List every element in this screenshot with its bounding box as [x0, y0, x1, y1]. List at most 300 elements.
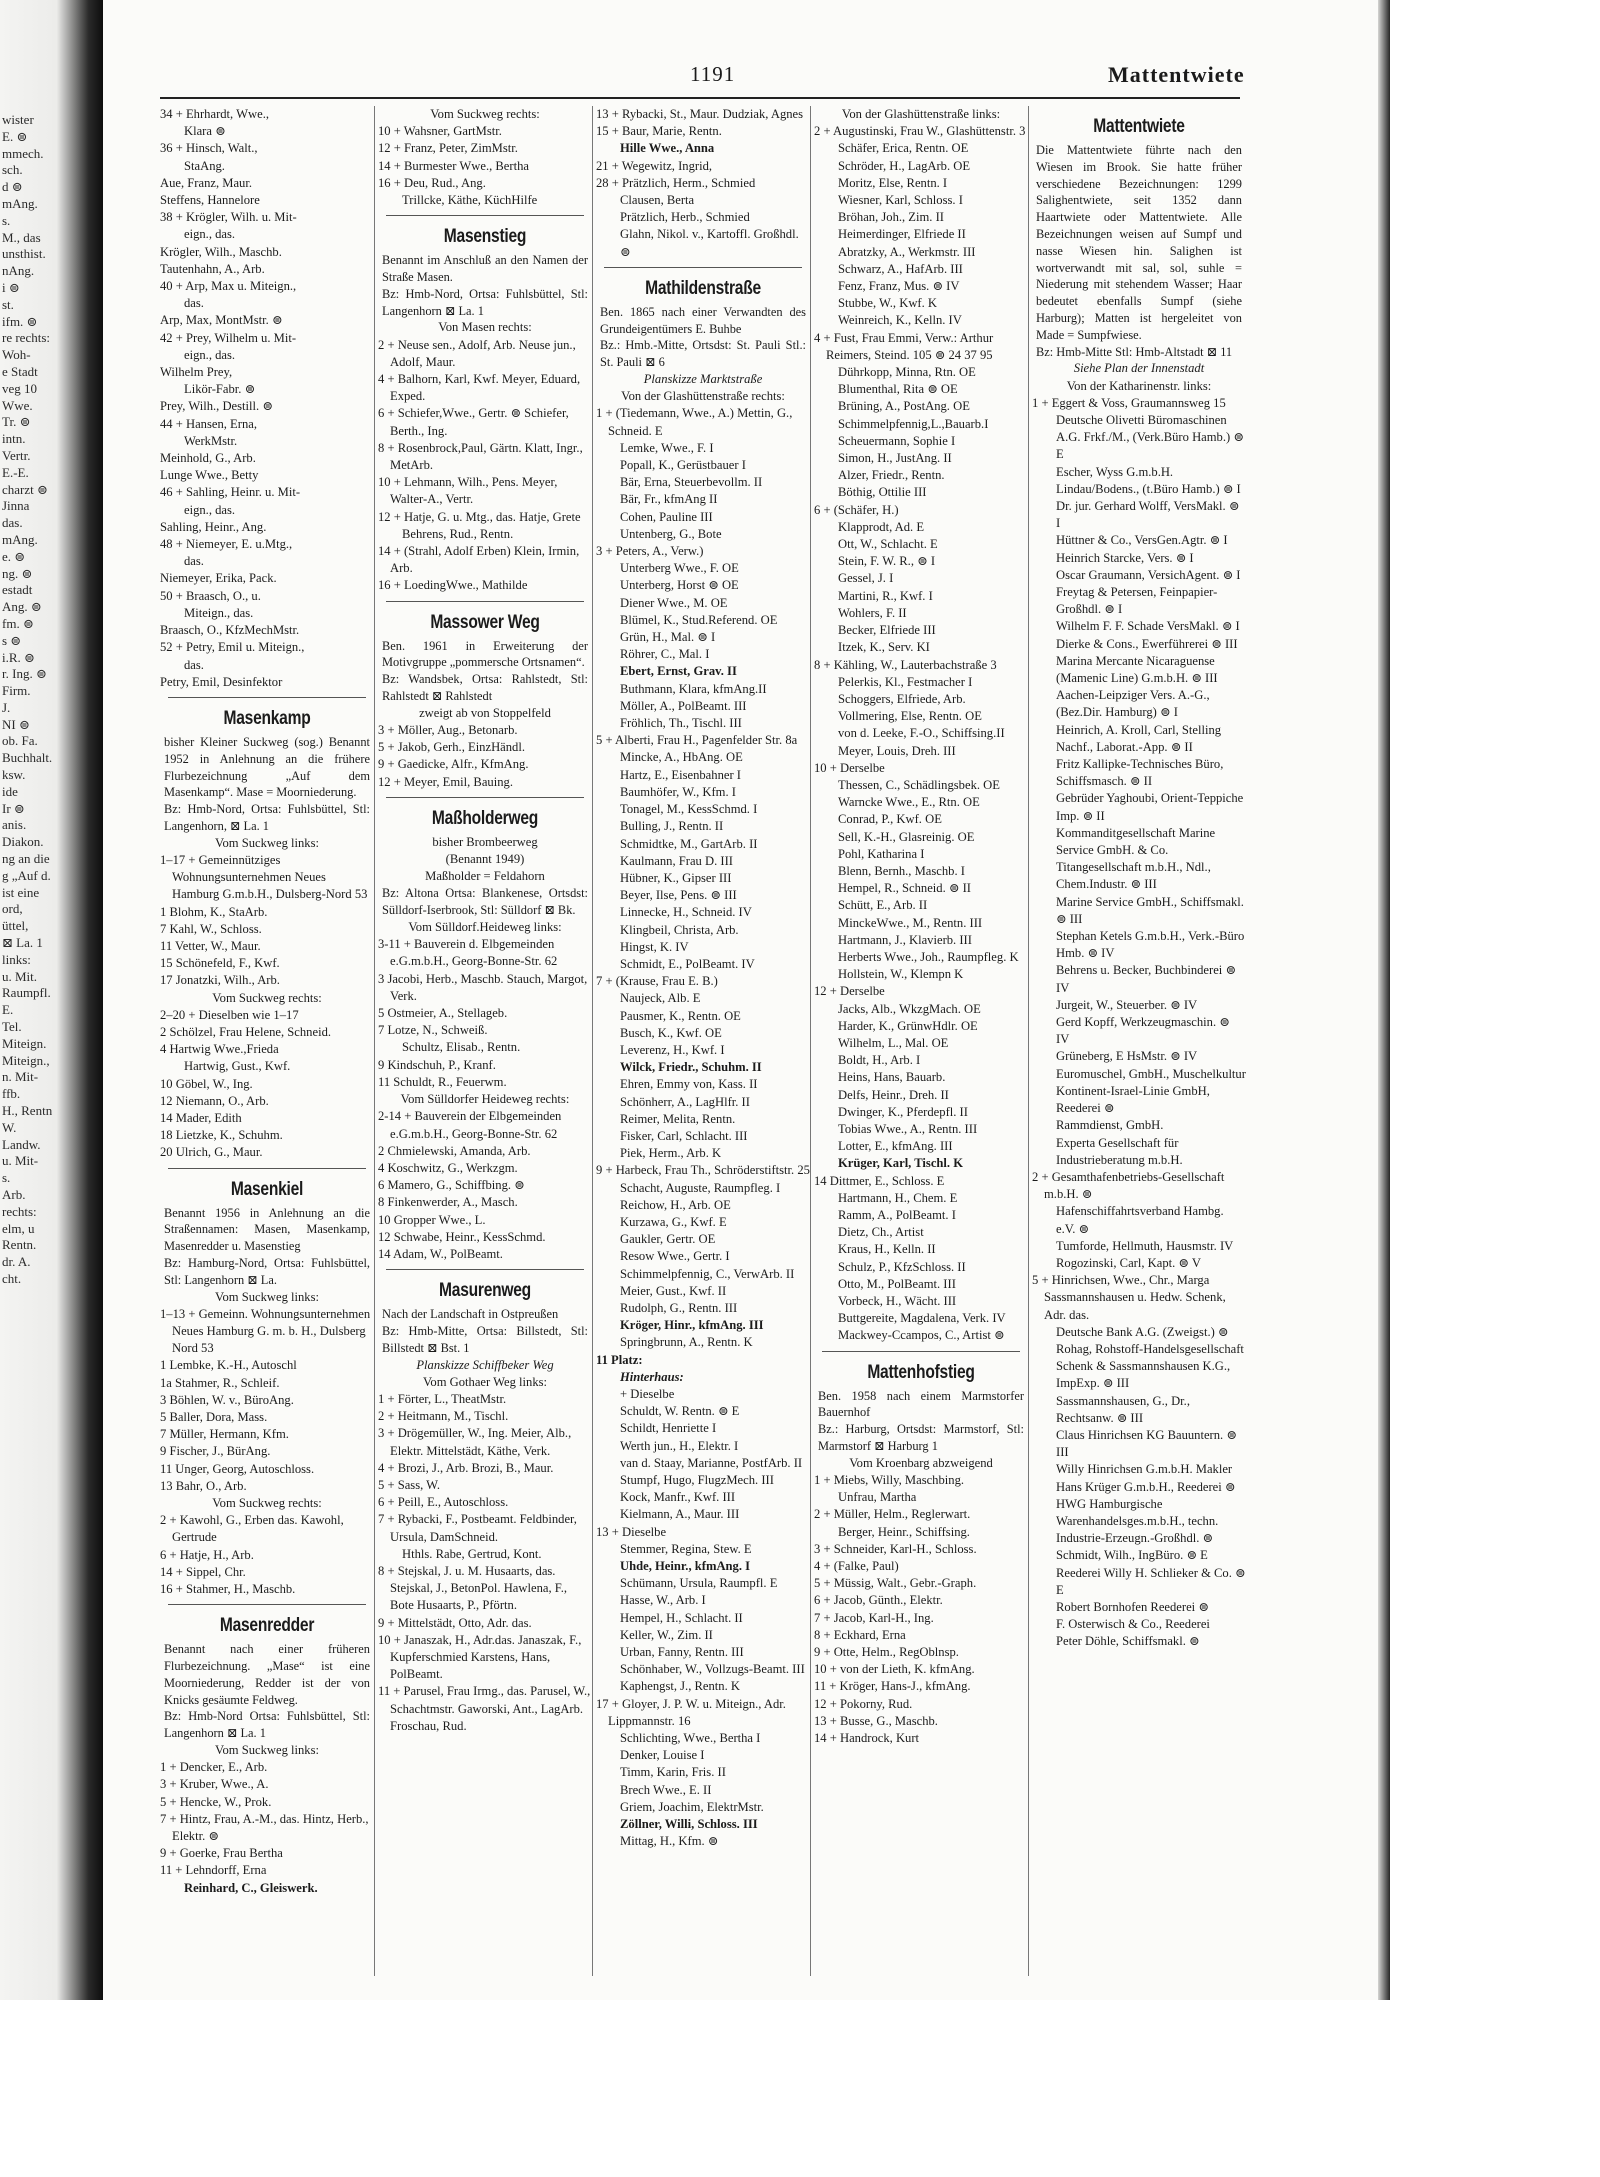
gutter-line: Tr. ⊜	[2, 414, 31, 430]
gutter-line: H., Rentn	[2, 1103, 53, 1119]
resident-entry: das.	[184, 554, 204, 569]
address-entry: 1 + Eggert & Voss, Graumannsweg 15	[1032, 395, 1226, 410]
resident-entry: Resow Wwe., Gertr. I	[620, 1249, 730, 1264]
address-entry: 16 + Stahmer, H., Maschb.	[160, 1581, 296, 1596]
address-entry: 4 Hartwig Wwe.,Frieda	[160, 1042, 279, 1057]
resident-entry: Fritz Kallipke-Technisches Büro, Schiffsmasch. ⊜ II	[1056, 757, 1224, 789]
address-entry: 16 + Deu, Rud., Ang.	[378, 175, 486, 190]
resident-entry: Deutsche Olivetti Büromaschinen A.G. Frkf./M., (Verk.Büro Hamb.) ⊜ E	[1056, 412, 1244, 462]
street-description: Bz: Wandsbek, Ortsa: Rahlstedt, Stl: Rahlstedt ⊠ Rahlstedt	[382, 672, 588, 704]
resident-entry: Kröger, Hinr., kfmAng. III	[620, 1318, 764, 1333]
gutter-line: i.R. ⊜	[2, 649, 35, 665]
address-entry: 6 + Jacob, Günth., Elektr.	[814, 1593, 943, 1608]
gutter-line: ⊠ La. 1	[2, 935, 43, 951]
section-divider	[386, 1269, 584, 1270]
gutter-line: E.-E.	[2, 464, 29, 480]
resident-entry: Gessel, J. I	[838, 571, 894, 586]
address-entry: 14 Dittmer, E., Schloss. E	[814, 1173, 945, 1188]
section-label: Vom Sülldorfer Heideweg rechts:	[400, 1092, 570, 1107]
resident-entry: Otto, M., PolBeamt. III	[838, 1276, 956, 1291]
resident-entry: Hartmann, J., Klavierb. III	[838, 932, 972, 947]
resident-entry: Clausen, Berta	[620, 193, 695, 208]
street-description: Bz: Hmb-Nord Ortsa: Fuhlsbüttel, Stl: Langenhorn ⊠ La. 1	[164, 1709, 370, 1741]
resident-entry: Pohl, Katharina I	[838, 846, 925, 861]
address-entry: 3 + Schneider, Karl-H., Schloss.	[814, 1541, 977, 1556]
section-label: Vom Kroenbarg abzweigend	[849, 1455, 993, 1470]
gutter-line: mAng.	[2, 195, 38, 211]
resident-entry: Reinhard, C., Gleiswerk.	[184, 1880, 318, 1895]
address-entry: 3 + Drögemüller, W., Ing. Meier, Alb., Elektr. Mittelstädt, Käthe, Verk.	[378, 1426, 572, 1458]
section-label: Von der Glashüttenstraße links:	[841, 107, 1001, 121]
address-entry: 8 + Eckhard, Erna	[814, 1627, 906, 1642]
resident-entry: Hille Wwe., Anna	[620, 141, 715, 156]
resident-entry: Buttgereite, Magdalena, Verk. IV	[838, 1311, 1006, 1326]
resident-entry: MinckeWwe., M., Rentn. III	[838, 915, 983, 930]
street-description: Bz: Hmb-Nord, Ortsa: Fuhlsbüttel, Stl: Langenhorn, ⊠ La. 1	[164, 802, 370, 833]
resident-entry: Grün, H., Mal. ⊜ I	[620, 630, 716, 645]
resident-entry: Euromuschel, GmbH., Muschelkultur	[1056, 1066, 1246, 1081]
resident-entry: Springbrunn, A., Rentn. K	[620, 1335, 753, 1350]
address-entry: 11 Unger, Georg, Autoschloss.	[160, 1461, 315, 1476]
column-2	[378, 106, 593, 1976]
address-entry: 11 Schuldt, R., Feuerwm.	[378, 1074, 507, 1089]
gutter-line: M., das	[2, 229, 41, 245]
address-entry: 4 + (Falke, Paul)	[814, 1559, 899, 1574]
resident-entry: Hartz, E., Eisenbahner I	[620, 767, 741, 782]
resident-entry: eign., das.	[184, 347, 236, 362]
address-entry: 40 + Arp, Max u. Miteign.,	[160, 279, 297, 294]
resident-entry: Gerd Kopff, Werkzeugmaschin. ⊜ IV	[1056, 1015, 1230, 1047]
resident-entry: Experta Gesellschaft für Industrieberatung m.b.H.	[1056, 1135, 1183, 1167]
address-entry: 2 + Augustinski, Frau W., Glashüttenstr. 3	[814, 124, 1026, 139]
gutter-line: intn.	[2, 431, 26, 447]
address-entry: 14 + (Strahl, Adolf Erben) Klein, Irmin, Arb.	[378, 544, 580, 576]
resident-entry: von d. Leeke, F.-O., Schiffsing.II	[838, 726, 1005, 741]
resident-entry: Behrens, Rud., Rentn.	[402, 526, 514, 541]
address-entry: 9 Fischer, J., BürAng.	[160, 1444, 271, 1459]
address-entry: 11 + Lehndorff, Erna	[160, 1863, 267, 1878]
resident-entry: Ott, W., Schlacht. E	[838, 537, 938, 552]
section-divider	[386, 797, 584, 798]
address-entry: 12 + Franz, Peter, ZimMstr.	[378, 141, 518, 156]
address-entry: 5 + Hencke, W., Prok.	[160, 1794, 272, 1809]
address-entry: 11 Vetter, W., Maur.	[160, 938, 261, 953]
resident-entry: Diener Wwe., M. OE	[620, 595, 728, 610]
address-entry: 8 + Stejskal, J. u. M. Husaarts, das. Stejskal, J., BetonPol. Hawlena, F., Bote Husaarts, P., Pförtn.	[378, 1563, 568, 1613]
address-entry: Lunge Wwe., Betty	[160, 468, 259, 483]
address-entry: Steffens, Hannelore	[160, 193, 260, 208]
gutter-line: E.	[2, 1002, 14, 1018]
address-entry: 48 + Niemeyer, E. u.Mtg.,	[160, 537, 293, 552]
address-entry: 18 Lietzke, K., Schuhm.	[160, 1128, 283, 1143]
gutter-line: ffb.	[2, 1086, 21, 1102]
resident-entry: Schönherr, A., LagHlfr. II	[620, 1094, 750, 1109]
resident-entry: Klapprodt, Ad. E	[838, 519, 925, 534]
gutter-line: Ang. ⊜	[2, 599, 42, 615]
resident-entry: Kaphengst, J., Rentn. K	[620, 1679, 740, 1694]
resident-entry: Bär, Fr., kfmAng II	[620, 492, 718, 507]
gutter-line: charzt ⊜	[2, 481, 48, 497]
resident-entry: Harder, K., GrünwHdlr. OE	[838, 1018, 978, 1033]
resident-entry: Dührkopp, Minna, Rtn. OE	[838, 365, 976, 380]
gutter-line: ifm. ⊜	[2, 313, 38, 329]
address-entry: 42 + Prey, Wilhelm u. Mit-	[160, 330, 297, 345]
resident-entry: Klara ⊜	[184, 124, 226, 139]
street-heading: Mattentwiete	[1093, 116, 1185, 137]
section-label: Vom Suckweg links:	[214, 1289, 320, 1304]
street-note: (Benannt 1949)	[445, 852, 525, 867]
resident-entry: Becker, Elfriede III	[838, 623, 936, 638]
resident-entry: eign., das.	[184, 502, 236, 517]
address-entry: Prey, Wilh., Destill. ⊜	[160, 399, 273, 414]
resident-entry: Miteign., das.	[184, 605, 254, 620]
resident-entry: Heimerdinger, Elfriede II	[838, 227, 966, 242]
resident-entry: Heins, Hans, Bauarb.	[838, 1070, 946, 1085]
resident-entry: Schacht, Auguste, Raumpfleg. I	[620, 1180, 781, 1195]
resident-entry: das.	[184, 657, 204, 672]
section-divider	[168, 697, 366, 698]
resident-entry: Naujeck, Alb. E	[620, 991, 701, 1006]
resident-entry: Reichow, H., Arb. OE	[620, 1197, 731, 1212]
gutter-line: Ir ⊜	[2, 800, 25, 816]
section-label: zweigt ab von Stoppelfeld	[419, 705, 551, 720]
resident-entry: Hartmann, H., Chem. E	[838, 1190, 958, 1205]
address-entry: Niemeyer, Erika, Pack.	[160, 571, 277, 586]
resident-entry: Hafenschiffahrtsverband Hambg. e.V. ⊜	[1056, 1204, 1224, 1236]
address-entry: 28 + Prätzlich, Herm., Schmied	[596, 175, 756, 190]
section-label: Vom Suckweg rechts:	[430, 107, 540, 121]
gutter-line: sch.	[2, 162, 23, 178]
address-entry: 14 + Sippel, Chr.	[160, 1564, 246, 1579]
address-entry: 3 Jacobi, Herb., Maschb. Stauch, Margot, Verk.	[378, 971, 588, 1003]
header-rule	[160, 97, 1240, 99]
address-entry: Meinhold, G., Arb.	[160, 451, 256, 466]
resident-entry: Möller, A., PolBeamt. III	[620, 698, 747, 713]
resident-entry: Marine Service GmbH., Schiffsmakl. ⊜ III	[1056, 894, 1244, 926]
gutter-line: mmech.	[2, 145, 44, 161]
address-entry: 4 + Balhorn, Karl, Kwf. Meyer, Eduard, Exped.	[378, 372, 581, 404]
address-entry: 7 Müller, Hermann, Kfm.	[160, 1427, 289, 1442]
gutter-line: s.	[2, 1170, 11, 1186]
address-entry: 17 Jonatzki, Wilh., Arb.	[160, 973, 280, 988]
resident-entry: Schoggers, Elfriede, Arb.	[838, 691, 966, 706]
address-entry: 12 + Hatje, G. u. Mtg., das. Hatje, Grete	[378, 509, 581, 524]
running-head: Mattentwiete	[1108, 62, 1245, 87]
resident-entry: Linnecke, H., Schneid. IV	[620, 905, 752, 920]
address-entry: 10 Göbel, W., Ing.	[160, 1076, 253, 1091]
gutter-line: Buchhalt.	[2, 750, 53, 766]
address-entry: Krögler, Wilh., Maschb.	[160, 244, 282, 259]
gutter-line: n. Mit-	[2, 1069, 39, 1085]
resident-entry: Bulling, J., Rentn. II	[620, 819, 724, 834]
resident-entry: Schönhaber, W., Vollzugs-Beamt. III	[620, 1662, 805, 1677]
address-entry: 2 + Kawohl, G., Erben das. Kawohl, Gertrude	[160, 1513, 344, 1545]
resident-entry: Oscar Graumann, VersichAgent. ⊜ I	[1056, 567, 1241, 582]
address-entry: 1 + Dencker, E., Arb.	[160, 1760, 268, 1775]
resident-entry: Tumforde, Hellmuth, Hausmstr. IV	[1056, 1238, 1234, 1253]
gutter-line: re rechts:	[2, 330, 51, 346]
address-entry: Petry, Emil, Desinfektor	[160, 674, 283, 689]
address-entry: 15 Schönefeld, F., Kwf.	[160, 956, 280, 971]
resident-entry: Urban, Fanny, Rentn. III	[620, 1645, 744, 1660]
gutter-line: ob. Fa.	[2, 733, 38, 749]
address-entry: 5 Ostmeier, A., Stellageb.	[378, 1006, 508, 1021]
resident-entry: Ramm, A., PolBeamt. I	[838, 1208, 956, 1222]
address-entry: 5 + Müssig, Walt., Gebr.-Graph.	[814, 1576, 977, 1591]
gutter-line: links:	[2, 951, 31, 967]
resident-entry: Schulz, P., KfzSchloss. II	[838, 1259, 966, 1274]
section-label: Vom Gothaer Weg links:	[422, 1374, 548, 1389]
resident-entry: Timm, Karin, Fris. II	[620, 1765, 726, 1780]
resident-entry: HWG Hamburgische Warenhandelsges.m.b.H., techn. Industrie-Erzeugn.-Großhdl. ⊜	[1056, 1496, 1219, 1546]
gutter-line: anis.	[2, 817, 27, 833]
address-entry: 7 Kahl, W., Schloss.	[160, 921, 262, 936]
section-label: Vom Suckweg rechts:	[212, 1495, 322, 1510]
address-entry: 21 + Wegewitz, Ingrid,	[596, 158, 713, 173]
resident-entry: Hempel, R., Schneid. ⊜ II	[838, 881, 971, 896]
resident-entry: Böthig, Ottilie III	[838, 485, 927, 500]
street-description: Die Mattentwiete führte nach den Wiesen im Brook. Sie hatte früher verschiedene Bezeichnungen: 1299 Salighentwiete, seit 1352 dann Haartwiete oder Mattentwiete. Alle Bezeichnungen weisen auf Sumpf und nasse Wiesen hin. Salighen ist wortverwandt mit sal, sol, suhle = Niederung mit stehendem Wasser; Haar bedeutet ebenfalls Sumpf (siehe Harburg); Matten ist hergeleitet von Made = Sumpfwiese.	[1036, 143, 1242, 342]
resident-entry: Beyer, Ilse, Pens. ⊜ III	[620, 888, 737, 903]
resident-entry: Untenberg, G., Bote	[620, 526, 722, 541]
resident-entry: Baumhöfer, W., Kfm. I	[620, 784, 736, 799]
resident-entry: Rogozinski, Carl, Kapt. ⊜ V	[1056, 1255, 1201, 1270]
resident-entry: Dierke & Cons., Ewerführerei ⊜ III	[1056, 636, 1238, 651]
address-entry: 12 + Derselbe	[814, 984, 885, 999]
resident-entry: Schlichting, Wwe., Bertha I	[620, 1731, 761, 1746]
resident-entry: Schimmelpfennig, C., VerwArb. II	[620, 1266, 795, 1281]
address-entry: 10 + Wahsner, GartMstr.	[378, 124, 502, 139]
address-entry: 2 Schölzel, Frau Helene, Schneid.	[160, 1024, 332, 1039]
column-3	[596, 106, 811, 1976]
address-entry: 2 + Neuse sen., Adolf, Arb. Neuse jun., Adolf, Maur.	[378, 337, 576, 369]
section-divider	[168, 1168, 366, 1169]
resident-entry: Sell, K.-H., Glasreinig. OE	[838, 829, 975, 844]
street-description: bisher Kleiner Suckweg (sog.) Benannt 1952 in Anlehnung an die frühere Flurbezeichnung „Auf dem Masenkamp“. Mase = Moorniederung.	[164, 734, 370, 800]
resident-entry: Keller, W., Zim. II	[620, 1627, 713, 1642]
resident-entry: Stumpf, Hugo, FlugzMech. III	[620, 1473, 774, 1488]
resident-entry: Hans Krüger G.m.b.H., Reederei ⊜	[1056, 1479, 1236, 1494]
address-entry: 13 Bahr, O., Arb.	[160, 1478, 247, 1493]
gutter-line: i ⊜	[2, 279, 20, 295]
resident-entry: Gaukler, Gertr. OE	[620, 1232, 716, 1247]
resident-entry: Thessen, C., Schädlingsbek. OE	[838, 777, 1000, 792]
resident-entry: Grüneberg, E HsMstr. ⊜ IV	[1056, 1049, 1198, 1064]
resident-entry: Dr. jur. Gerhard Wolff, VersMakl. ⊜ I	[1056, 498, 1240, 531]
address-entry: 46 + Sahling, Heinr. u. Mit-	[160, 485, 301, 500]
street-heading: Masenkiel	[230, 1178, 304, 1200]
address-entry: 7 + (Krause, Frau E. B.)	[596, 974, 718, 989]
gutter-line: üttel,	[2, 918, 29, 934]
address-entry: 7 Lotze, N., Schweiß.	[378, 1023, 488, 1038]
address-entry: 9 + Gaedicke, Alfr., KfmAng.	[378, 757, 529, 772]
resident-entry: Kommanditgesellschaft Marine Service GmbH. & Co.	[1056, 825, 1216, 858]
resident-entry: Mincke, A., HbAng. OE	[620, 750, 743, 765]
gutter-line: E. ⊜	[2, 128, 28, 144]
address-entry: 11 + Parusel, Frau Irmg., das. Parusel, W., Schachtmstr. Gaworski, Ant., LagArb. Froschau, Rud.	[378, 1684, 591, 1733]
resident-entry: Wilhelm, L., Mal. OE	[838, 1035, 949, 1050]
gutter-line: g „Auf d.	[2, 867, 51, 883]
resident-entry: + Dieselbe	[620, 1387, 675, 1401]
gutter-line: Firm.	[2, 683, 31, 699]
resident-entry: Claus Hinrichsen KG Bauuntern. ⊜ III	[1056, 1427, 1237, 1460]
gutter-line: Rentn.	[2, 1237, 37, 1253]
street-heading: Mattenhofstieg	[867, 1361, 975, 1383]
address-entry: 36 + Hinsch, Walt.,	[160, 141, 258, 156]
resident-entry: Buthmann, Klara, kfmAng.II	[620, 681, 767, 696]
resident-entry: Behrens u. Becker, Buchbinderei ⊜ IV	[1056, 963, 1237, 995]
section-label: Vom Suckweg links:	[214, 1742, 320, 1757]
address-entry: 10 + von der Lieth, K. kfmAng.	[814, 1662, 975, 1677]
resident-entry: Schimmelpfennig,L.,Bauarb.I	[838, 416, 989, 431]
address-entry: 6 + Hatje, H., Arb.	[160, 1547, 254, 1562]
address-entry: 1 + Miebs, Willy, Maschbing.	[814, 1473, 965, 1488]
resident-entry: Stubbe, W., Kwf. K	[838, 296, 938, 311]
address-entry: 12 + Pokorny, Rud.	[814, 1696, 913, 1711]
address-entry: 13 + Dieselbe	[596, 1524, 667, 1539]
resident-entry: Deutsche Bank A.G. (Zweigst.) ⊜	[1056, 1324, 1229, 1339]
gutter-line: estadt	[2, 582, 33, 598]
address-entry: Aue, Franz, Maur.	[160, 175, 252, 190]
resident-entry: Hollstein, W., Klempn K	[838, 967, 964, 982]
gutter-line: ng an die	[2, 851, 50, 867]
street-description: Ben. 1961 in Erweiterung der Motivgruppe „pommersche Ortsnamen“.	[382, 638, 588, 670]
gutter-line: u. Mit.	[2, 968, 38, 984]
section-divider	[386, 601, 584, 602]
resident-entry: Unterberg, Horst ⊜ OE	[620, 578, 739, 593]
resident-entry: Brech Wwe., E. II	[620, 1782, 712, 1797]
resident-entry: Gebrüder Yaghoubi, Orient-Teppiche Imp. ⊜ II	[1056, 791, 1244, 823]
resident-entry: Tonagel, M., KessSchmd. I	[620, 802, 758, 817]
resident-entry: Brüning, A., PostAng. OE	[838, 399, 970, 414]
gutter-line: Wwe.	[2, 397, 33, 413]
address-entry: 10 + Derselbe	[814, 760, 885, 775]
address-entry: 15 + Baur, Marie, Rentn.	[596, 124, 722, 139]
gutter-line: fm. ⊜	[2, 615, 34, 631]
address-entry: 14 Mader, Edith	[160, 1110, 242, 1125]
address-entry: Arp, Max, MontMstr. ⊜	[160, 313, 283, 328]
resident-entry: Dietz, Ch., Artist	[838, 1225, 924, 1240]
address-entry: Braasch, O., KfzMechMstr.	[160, 623, 300, 638]
resident-entry: Wohlers, F. II	[838, 605, 907, 620]
resident-entry: Hempel, H., Schlacht. II	[620, 1610, 743, 1625]
address-entry: 50 + Braasch, O., u.	[160, 588, 261, 603]
resident-entry: Ehren, Emmy von, Kass. II	[620, 1077, 758, 1092]
resident-entry: Martini, R., Kwf. I	[838, 588, 933, 603]
gutter-line: ord,	[2, 901, 23, 917]
resident-entry: Unterberg Wwe., F. OE	[620, 561, 739, 576]
gutter-line: elm, u	[2, 1220, 35, 1236]
resident-entry: Vollmering, Else, Rentn. OE	[838, 709, 982, 724]
gutter-line: W.	[2, 1119, 17, 1135]
resident-entry: Meyer, Louis, Dreh. III	[838, 743, 956, 758]
gutter-line: dr. A.	[2, 1254, 31, 1270]
resident-entry: Boldt, H., Arb. I	[838, 1053, 921, 1068]
resident-entry: Sassmannshausen, G., Dr., Rechtsanw. ⊜ III	[1056, 1393, 1190, 1425]
address-entry: 2 + Müller, Helm., Reglerwart.	[814, 1507, 971, 1522]
gutter-line: Woh-	[2, 347, 31, 363]
resident-entry: Hingst, K. IV	[620, 939, 689, 954]
resident-entry: Willy Hinrichsen G.m.b.H. Makler	[1056, 1462, 1233, 1477]
street-note: bisher Brombeerweg	[432, 834, 538, 849]
gutter-line: mAng.	[2, 531, 38, 547]
resident-entry: Zöllner, Willi, Schloss. III	[620, 1817, 758, 1832]
resident-entry: Ebert, Ernst, Grav. II	[620, 664, 737, 679]
street-note: Maßholder = Feldahorn	[425, 869, 545, 884]
gutter-line: d ⊜	[2, 179, 23, 195]
address-entry: 5 + Hinrichsen, Wwe., Chr., Marga Sassmannshausen u. Hedw. Schenk, Adr. das.	[1032, 1273, 1226, 1322]
resident-entry: Itzek, K., Serv. KI	[838, 640, 930, 655]
resident-entry: Moritz, Else, Rentn. I	[838, 175, 948, 190]
gutter-line: Jinna	[2, 498, 30, 514]
address-entry: 6 + (Schäfer, H.)	[814, 502, 899, 517]
gutter-line: Tel.	[2, 1019, 22, 1035]
address-entry: 44 + Hansen, Erna,	[160, 416, 257, 431]
address-entry: 2 Chmielewski, Amanda, Arb.	[378, 1143, 531, 1158]
column-1	[160, 106, 375, 1976]
resident-entry: Warncke Wwe., E., Rtn. OE	[838, 795, 980, 810]
address-entry: 4 Koschwitz, G., Werkzgm.	[378, 1160, 518, 1175]
resident-entry: Stemmer, Regina, Stew. E	[620, 1541, 752, 1556]
street-description: Bz: Hamburg-Nord, Ortsa: Fuhlsbüttel, Stl: Langenhorn ⊠ La.	[164, 1255, 370, 1287]
gutter-line: cht.	[2, 1270, 22, 1286]
gutter-line: s.	[2, 212, 11, 228]
resident-entry: Hinterhaus:	[620, 1369, 684, 1384]
resident-entry: Wilck, Friedr., Schuhm. II	[620, 1060, 762, 1075]
address-entry: 7 + Jacob, Karl-H., Ing.	[814, 1610, 934, 1625]
address-entry: 38 + Krögler, Wilh. u. Mit-	[160, 210, 297, 225]
gutter-line: das.	[2, 515, 23, 531]
resident-entry: Reimer, Melita, Rentn.	[620, 1111, 736, 1126]
resident-entry: Hasse, W., Arb. I	[620, 1593, 706, 1608]
address-entry: 10 + Janaszak, H., Adr.das. Janaszak, F., Kupferschmied Karstens, Hans, PolBeamt.	[378, 1632, 582, 1682]
street-description: Benannt 1956 in Anlehnung an die Straßennamen: Masen, Masenkamp, Masenredder u. Masenstieg	[164, 1205, 370, 1254]
resident-entry: Klingbeil, Christa, Arb.	[620, 922, 739, 937]
resident-entry: Likör-Fabr. ⊜	[184, 382, 256, 397]
address-entry: 8 + Rosenbrock,Paul, Gärtn. Klatt, Ingr., MetArb.	[378, 440, 583, 473]
resident-entry: Robert Bornhofen Reederei ⊜	[1056, 1599, 1209, 1614]
resident-entry: Blumenthal, Rita ⊜ OE	[838, 382, 958, 397]
resident-entry: F. Osterwisch & Co., Reederei	[1056, 1617, 1210, 1632]
address-entry: 9 + Goerke, Frau Bertha	[160, 1846, 283, 1861]
section-label: Von der Glashüttenstraße rechts:	[621, 389, 785, 404]
resident-entry: Tobias Wwe., A., Rentn. III	[838, 1121, 978, 1136]
resident-entry: Pelerkis, Kl., Festmacher I	[838, 674, 973, 689]
gutter-line: r. Ing. ⊜	[2, 666, 47, 682]
address-entry: Wilhelm Prey,	[160, 365, 233, 380]
resident-entry: Hthls. Rabe, Gertrud, Kont.	[402, 1546, 542, 1561]
resident-entry: das.	[184, 296, 204, 311]
resident-entry: Prätzlich, Herb., Schmied	[620, 210, 750, 225]
address-entry: 5 + Alberti, Frau H., Pagenfelder Str. 8a	[596, 733, 798, 748]
resident-entry: Jurgeit, W., Steuerber. ⊜ IV	[1056, 997, 1198, 1012]
address-entry: 8 + Kähling, W., Lauterbachstraße 3	[814, 657, 997, 672]
address-entry: 1–13 + Gemeinn. Wohnungsunternehmen Neues Hamburg G. m. b. H., Dulsberg Nord 53	[160, 1306, 371, 1356]
gutter-line: nAng.	[2, 263, 35, 279]
resident-entry: Schröder, H., LagArb. OE	[838, 158, 971, 173]
street-description: Bz.: Harburg, Ortsdst: Marmstorf, Stl: Marmstorf ⊠ Harburg 1	[818, 1422, 1024, 1454]
resident-entry: Kurzawa, G., Kwf. E	[620, 1214, 727, 1229]
resident-entry: Busch, K., Kwf. OE	[620, 1025, 722, 1040]
address-entry: 2-14 + Bauverein der Elbgemeinden e.G.m.b.H., Georg-Bonne-Str. 62	[378, 1109, 562, 1141]
address-entry: Sahling, Heinr., Ang.	[160, 519, 267, 534]
resident-entry: Bär, Erna, Steuerbevollm. II	[620, 475, 763, 490]
gutter-line: e Stadt	[2, 363, 38, 379]
street-note: Planskizze Marktstraße	[643, 372, 763, 387]
gutter-line: Diakon.	[2, 834, 44, 850]
gutter-line: Raumpfl.	[2, 985, 51, 1001]
address-entry: 12 + Meyer, Emil, Bauing.	[378, 774, 513, 789]
